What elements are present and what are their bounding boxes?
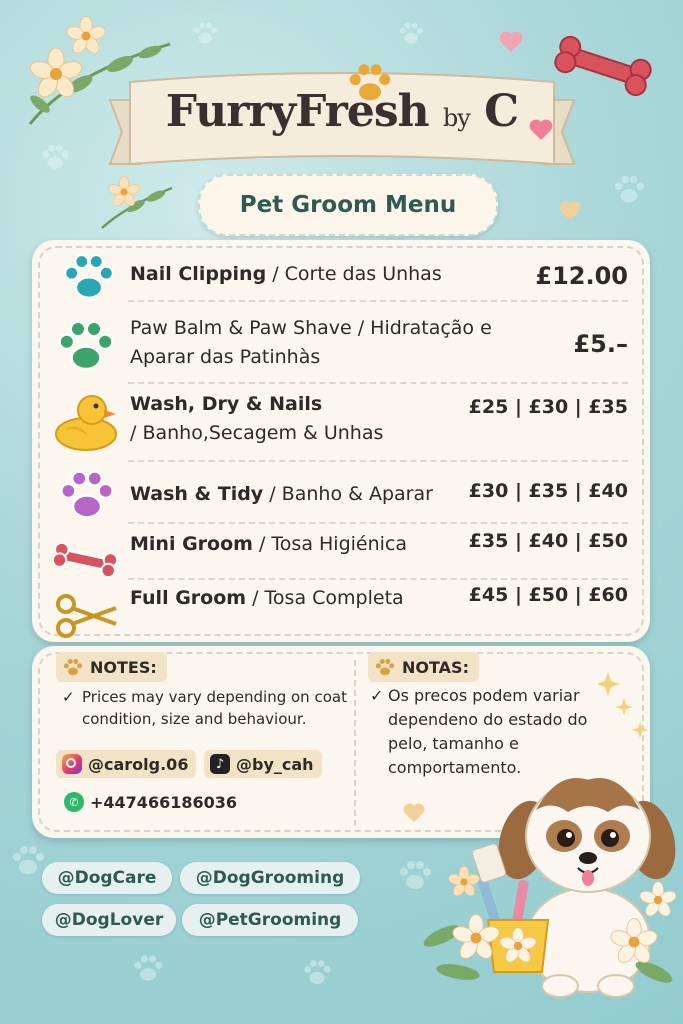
background-paw-icon	[300, 955, 334, 989]
dog-illustration	[418, 740, 680, 1020]
heart-icon	[498, 30, 524, 54]
service-label: Wash & Tidy / Banho & Aparar	[130, 483, 433, 505]
whatsapp-icon: ✆	[64, 792, 84, 812]
notes-text: ✓ Prices may vary depending on coat condition, size and behaviour.	[62, 688, 347, 728]
service-row-mini-groom	[32, 524, 650, 580]
service-row-paw-balm	[32, 302, 650, 384]
service-price: £30 | £35 | £40	[468, 480, 628, 502]
bone-icon	[48, 538, 122, 582]
service-menu	[32, 240, 650, 642]
background-paw-icon	[38, 140, 72, 174]
flower-decoration-icon	[96, 176, 176, 232]
instagram-handle[interactable]: @carolg.06	[56, 750, 196, 778]
brand-by: by	[442, 104, 470, 132]
teal-paw-icon	[60, 250, 118, 302]
service-label: Mini Groom / Tosa Higiénica	[130, 533, 408, 555]
service-row-wash-dry-nails	[32, 384, 650, 462]
scissors-icon	[54, 592, 120, 640]
background-paw-icon	[610, 170, 648, 208]
service-price: £35 | £40 | £50	[468, 530, 628, 552]
service-price: £12.00	[535, 262, 628, 290]
menu-subtitle: Pet Groom Menu	[198, 174, 498, 236]
service-price: £45 | £50 | £60	[468, 584, 628, 606]
check-icon: ✓	[370, 686, 384, 705]
service-label: Wash, Dry & Nails / Banho,Secagem & Unhas	[130, 393, 384, 444]
green-paw-icon	[54, 316, 118, 374]
background-paw-icon	[396, 18, 426, 48]
heart-icon	[558, 200, 582, 222]
hashtag-pill[interactable]: @DogCare	[42, 862, 172, 894]
phone-number[interactable]: ✆ +447466186036	[58, 788, 245, 816]
service-row-wash-tidy	[32, 462, 650, 524]
notas-heading: NOTAS:	[368, 652, 479, 682]
hashtag-pill[interactable]: @DogLover	[42, 904, 176, 936]
rubber-duck-icon	[52, 390, 120, 454]
instagram-icon	[62, 754, 82, 774]
hashtag-pill[interactable]: @PetGrooming	[182, 904, 358, 936]
check-icon: ✓	[62, 688, 75, 706]
heart-icon	[528, 118, 554, 142]
service-label: Nail Clipping / Corte das Unhas	[130, 263, 442, 285]
service-row-full-groom	[32, 580, 650, 642]
service-label: Full Groom / Tosa Completa	[130, 587, 404, 609]
notes-heading: NOTES:	[56, 652, 167, 682]
background-paw-icon	[130, 950, 166, 986]
notas-text: ✓ Os precos podem variar dependeno do estado do pelo, tamanho e comportamento.	[370, 686, 588, 777]
paw-icon	[62, 657, 84, 677]
service-price: £5.–	[573, 330, 628, 358]
tiktok-handle[interactable]: ♪ @by_cah	[204, 750, 322, 778]
service-row-nail-clipping	[32, 240, 650, 302]
service-label: Paw Balm & Paw Shave / Hidratação e Aparar das Patinhàs	[130, 317, 492, 368]
brand-initial: C	[484, 86, 519, 137]
service-price: £25 | £30 | £35	[468, 396, 628, 418]
purple-paw-icon	[56, 466, 118, 522]
brand-title	[108, 86, 576, 137]
brand-name: FurryFresh	[165, 86, 429, 137]
background-paw-icon	[190, 18, 220, 48]
hashtag-pill[interactable]: @DogGrooming	[180, 862, 360, 894]
tiktok-icon: ♪	[210, 754, 230, 774]
brand-banner	[108, 66, 576, 178]
paw-icon	[374, 657, 396, 677]
